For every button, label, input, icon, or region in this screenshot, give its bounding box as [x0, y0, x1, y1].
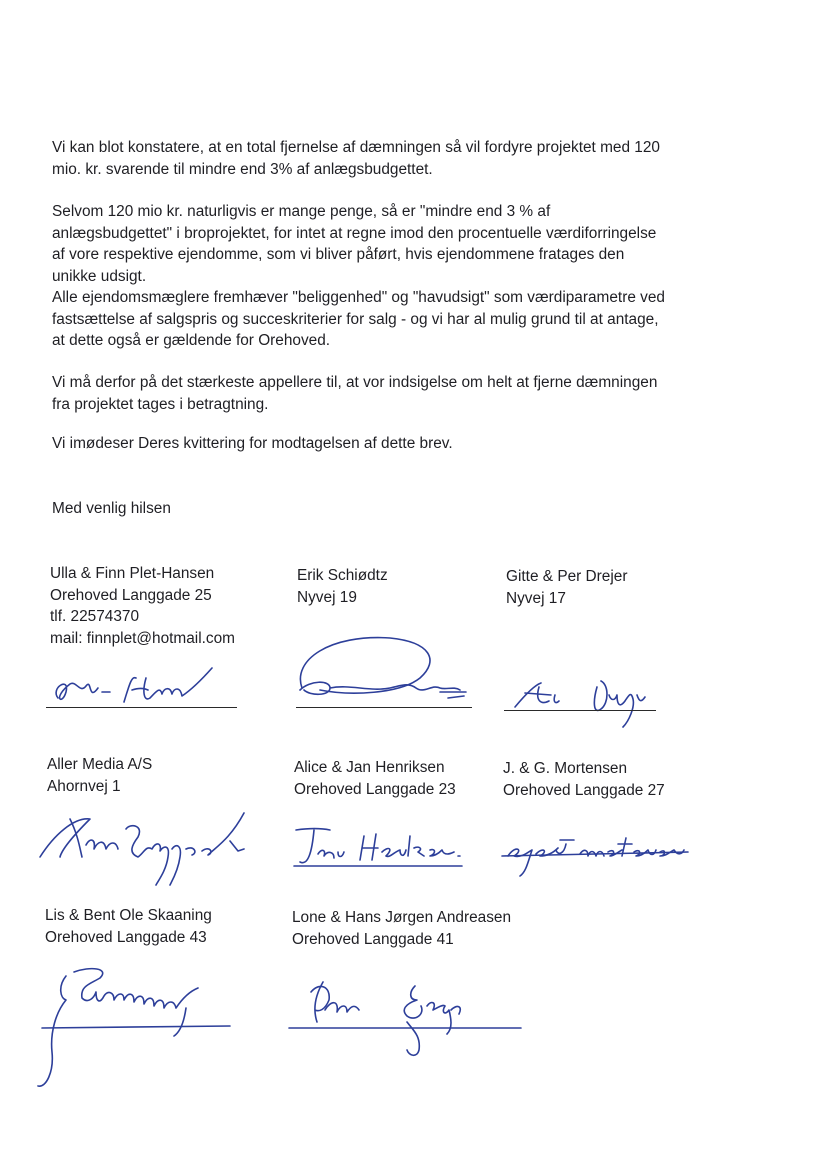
signature-schiodtz [290, 630, 480, 715]
signatory-name: J. & G. Mortensen [503, 760, 628, 777]
signature-henriksen [290, 822, 480, 882]
text-line: unikke udsigt. [52, 267, 147, 285]
paragraph-cost-statement [52, 137, 702, 180]
signature-skaaning [30, 962, 230, 1092]
paragraph-value-argument [52, 201, 702, 352]
signatory-name: Aller Media A/S [47, 756, 153, 773]
text-line: at dette også er gældende for Orehoved. [52, 332, 331, 349]
signatory-address: Orehoved Langgade 23 [294, 780, 456, 798]
signatory-phone: tlf. 22574370 [50, 608, 139, 625]
signature-drejer [505, 665, 665, 735]
text-line: anlægsbudgettet" i broprojektet, for intet at regne imod den procentuelle værdiforringelse [52, 224, 657, 242]
signatory-address: Nyvej 19 [297, 588, 357, 606]
signature-andreasen [285, 970, 485, 1060]
text-line: Vi imødeser Deres kvittering for modtagelsen af dette brev. [52, 435, 453, 452]
paragraph-receipt-request [52, 433, 702, 455]
text-line: fastsættelse af salgspris og succeskriterier for salg - og vi har al mulig grund til at antage, [52, 310, 659, 328]
signatory-address: Nyvej 17 [506, 589, 566, 607]
text-line: Alle ejendomsmæglere fremhæver "beliggenhed" og "havudsigt" som værdiparametre ved [52, 289, 665, 306]
text-line: Med venlig hilsen [52, 500, 171, 517]
signature-plet-hansen [40, 658, 250, 718]
signatory-address: Ahornvej 1 [47, 777, 121, 795]
signatory-plet-hansen [50, 563, 235, 649]
signatory-drejer [506, 566, 627, 609]
signatory-name: Lone & Hans Jørgen Andreasen [292, 909, 512, 926]
signatory-address: Orehoved Langgade 43 [45, 928, 207, 946]
signatory-name: Lis & Bent Ole Skaaning [45, 907, 212, 924]
closing-salutation [52, 498, 702, 520]
signature-mortensen [498, 822, 708, 882]
signatory-address: Orehoved Langgade 25 [50, 586, 212, 604]
text-line: mio. kr. svarende til mindre end 3% af anlægsbudgettet. [52, 160, 433, 178]
text-line: Selvom 120 mio kr. naturligvis er mange penge, så er "mindre end 3 % af [52, 203, 551, 220]
text-line: Vi må derfor på det stærkeste appellere til, at vor indsigelse om helt at fjerne dæmningen [52, 374, 658, 391]
signatory-henriksen [294, 757, 456, 800]
signatory-aller-media [47, 754, 152, 797]
signature-line [296, 707, 472, 708]
text-line: af vore respektive ejendomme, som vi bliver påført, hvis ejendommene fratages den [52, 246, 625, 263]
signatory-schiodtz [297, 565, 388, 608]
signature-line [46, 707, 237, 708]
signatory-address: Orehoved Langgade 41 [292, 930, 454, 948]
signatory-address: Orehoved Langgade 27 [503, 781, 665, 799]
signatory-name: Erik Schiødtz [297, 567, 388, 584]
signatory-name: Alice & Jan Henriksen [294, 759, 445, 776]
paragraph-appeal [52, 372, 702, 415]
signatory-andreasen [292, 907, 511, 950]
signatory-mortensen [503, 758, 665, 801]
signatory-skaaning [45, 905, 212, 948]
signature-aller-media [34, 805, 254, 890]
text-line: Vi kan blot konstatere, at en total fjernelse af dæmningen så vil fordyre projektet med 120 [52, 139, 660, 156]
signatory-email: mail: finnplet@hotmail.com [50, 629, 235, 647]
signatory-name: Gitte & Per Drejer [506, 568, 628, 585]
signature-line [504, 710, 656, 711]
text-line: fra projektet tages i betragtning. [52, 395, 269, 413]
signatory-name: Ulla & Finn Plet-Hansen [50, 565, 215, 582]
